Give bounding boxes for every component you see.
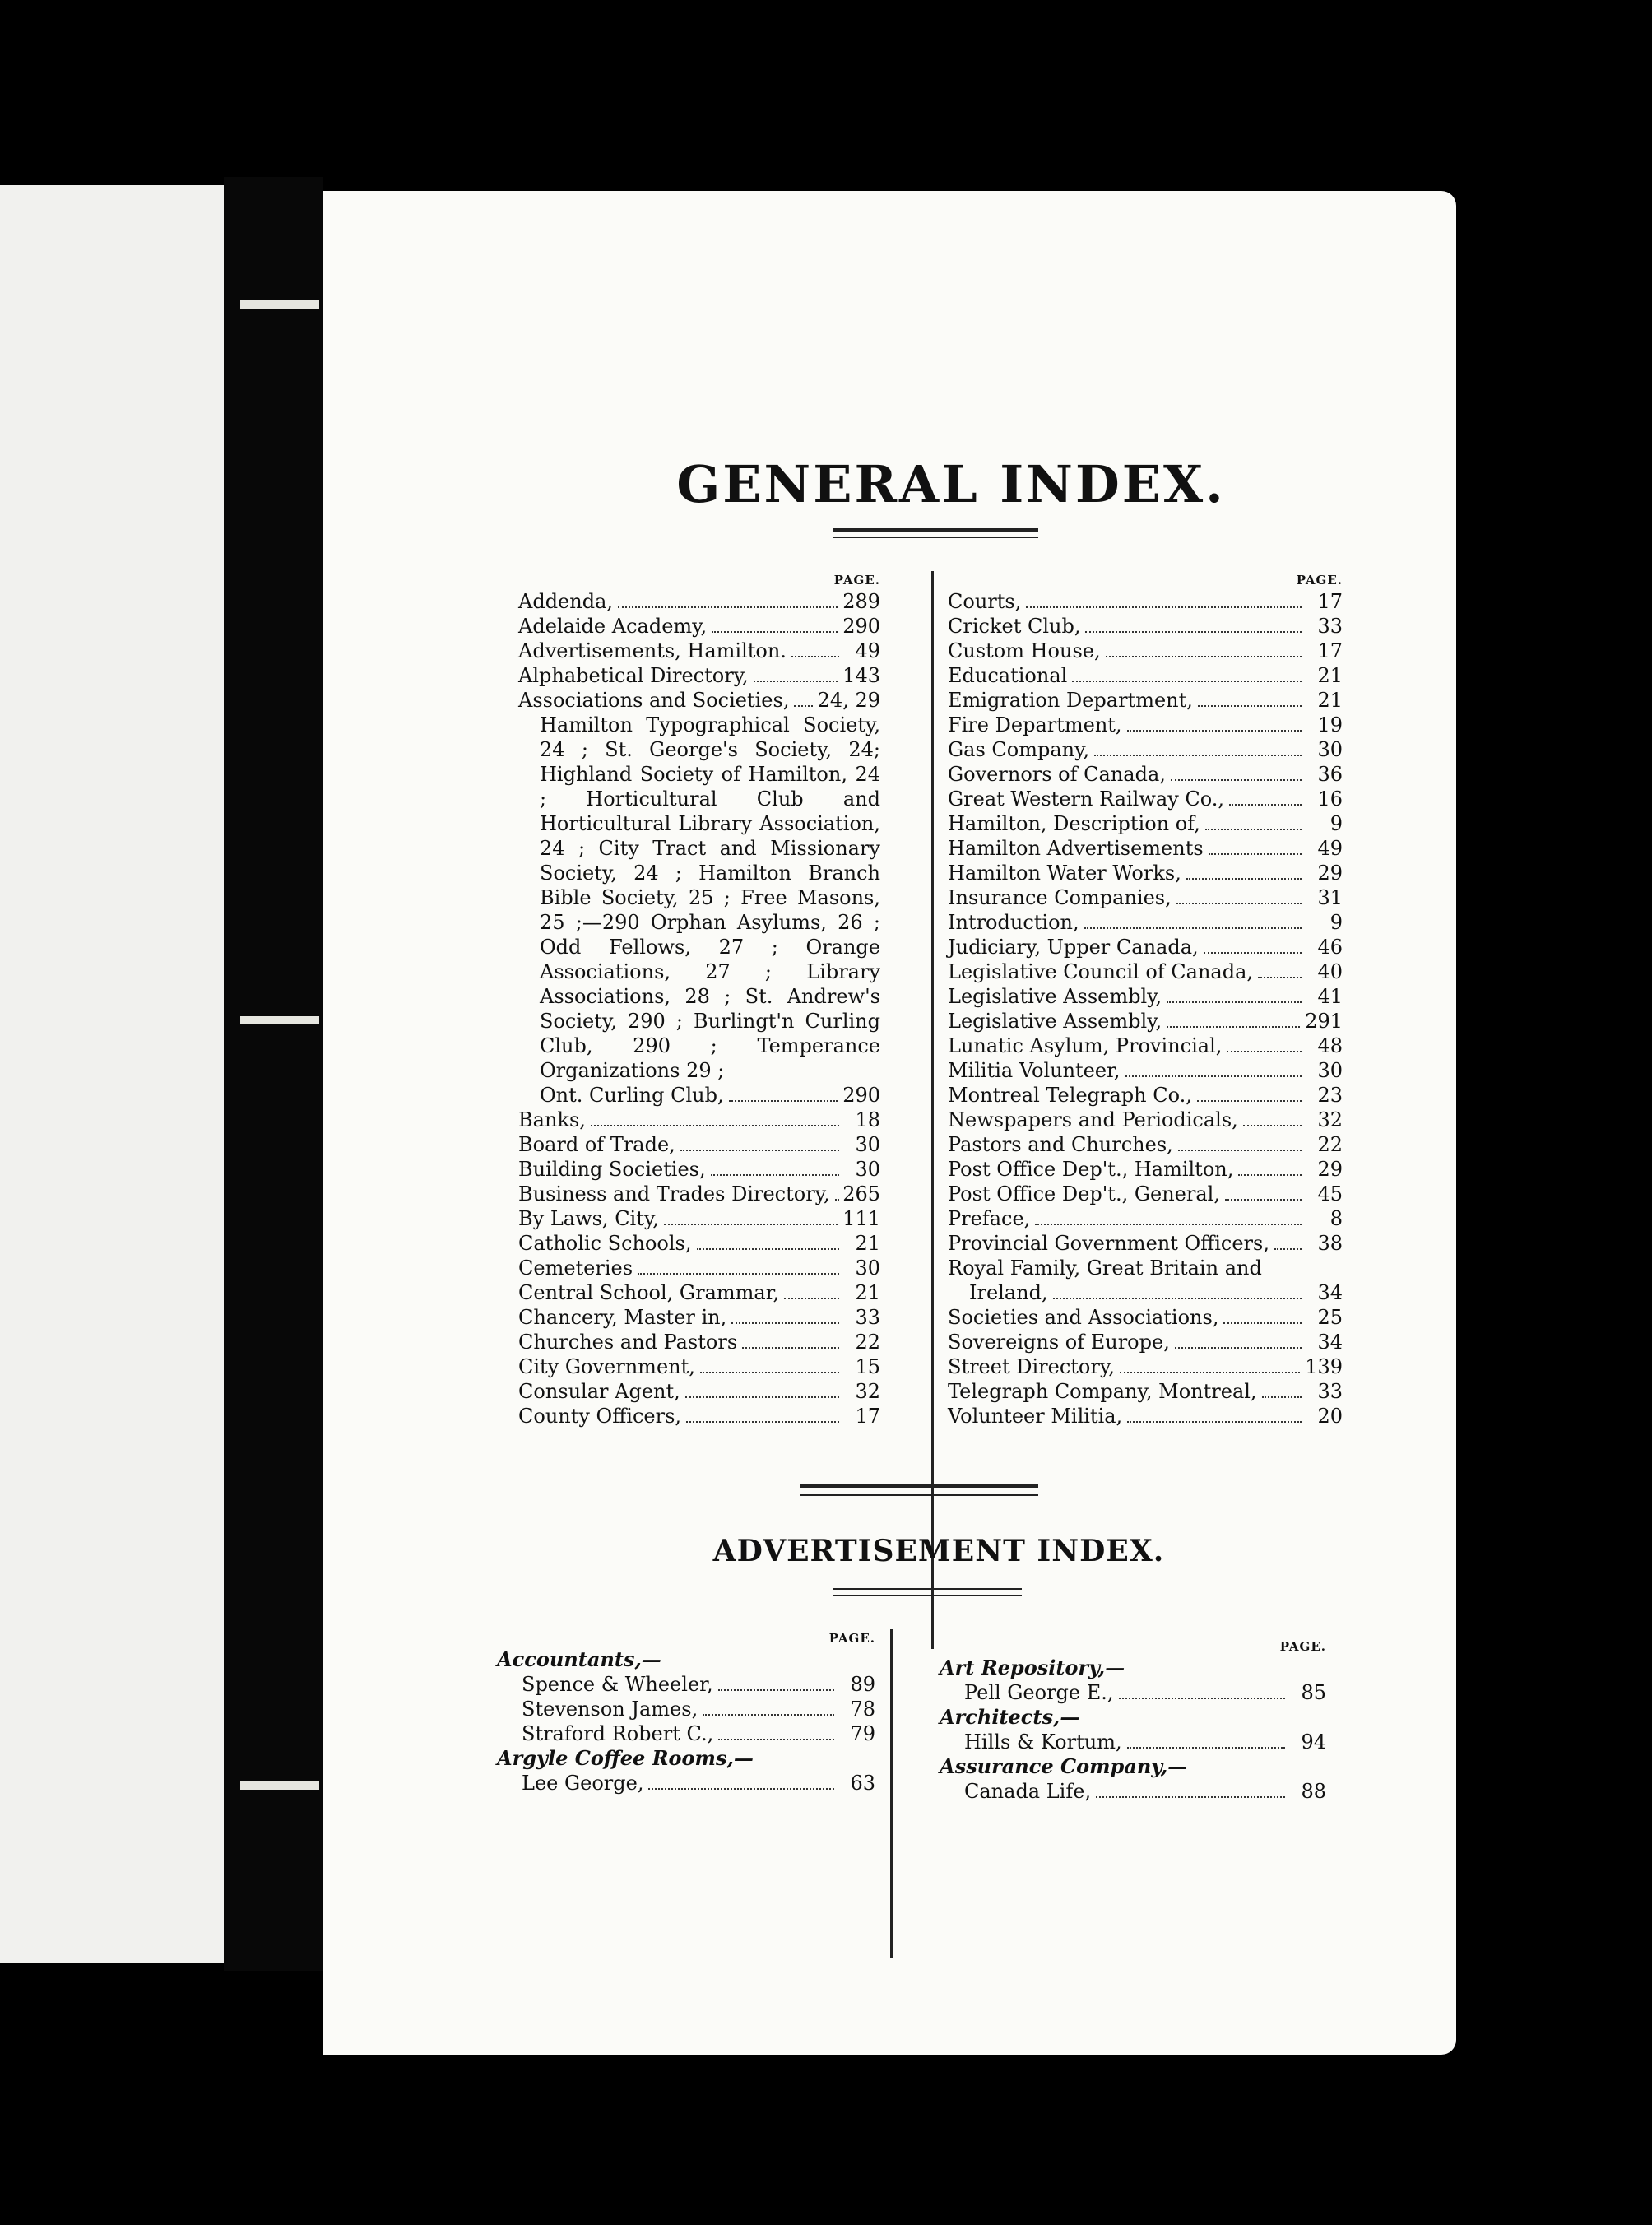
entry-name: Post Office Dep't., Hamilton, (948, 1158, 1234, 1181)
entry-page: 22 (1317, 1133, 1343, 1156)
entry-page: 21 (855, 1232, 880, 1255)
entry-name: Hills & Kortum, (964, 1730, 1122, 1754)
index-entry (948, 1083, 1343, 1108)
leader-dots (1243, 1113, 1302, 1126)
index-entry (518, 614, 880, 639)
entry-name: County Officers, (518, 1405, 682, 1428)
entry-page: 23 (1317, 1084, 1343, 1107)
entry-name: Canada Life, (964, 1780, 1092, 1803)
index-entry (518, 1108, 880, 1132)
facing-page (0, 185, 247, 1963)
leader-dots (712, 620, 838, 633)
leader-dots (1106, 644, 1302, 657)
entry-name: Royal Family, Great Britain and (948, 1256, 1262, 1280)
entry-name: Ireland, (969, 1281, 1048, 1304)
entry-name: Building Societies, (518, 1158, 706, 1181)
leader-dots (742, 1335, 839, 1349)
leader-dots (1176, 891, 1302, 904)
entry-name: Addenda, (518, 590, 614, 613)
index-entry (497, 1721, 875, 1746)
entry-page: 41 (1317, 985, 1343, 1008)
entry-page: 20 (1317, 1405, 1343, 1428)
leader-dots (1167, 990, 1302, 1003)
index-entry (948, 589, 1343, 614)
entry-page: 32 (1317, 1108, 1343, 1131)
index-entry (518, 1231, 880, 1256)
entry-name: Associations and Societies, (518, 689, 790, 712)
entry-name: Board of Trade, (518, 1133, 675, 1156)
leader-dots (664, 1212, 838, 1225)
leader-dots (591, 1113, 839, 1126)
index-entry (518, 663, 880, 688)
entry-page: 45 (1317, 1182, 1343, 1205)
index-entry (948, 787, 1343, 811)
column-divider (890, 1629, 893, 1958)
entry-name: Legislative Assembly, (948, 985, 1162, 1008)
index-entry (948, 1058, 1343, 1083)
entry-name: Catholic Schools, (518, 1232, 692, 1255)
entry-name: Great Western Railway Co., (948, 787, 1225, 811)
entry-name: Banks, (518, 1108, 586, 1131)
index-entry (518, 1305, 880, 1330)
entry-page: 8 (1329, 1207, 1343, 1230)
general-index-title: GENERAL INDEX. (676, 454, 1226, 514)
page-column-header: PAGE. (828, 1631, 875, 1646)
entry-page: 21 (1317, 689, 1343, 712)
entry-name: Straford Robert C., (522, 1722, 714, 1745)
leader-dots (1262, 1385, 1302, 1398)
adv-title-rule (833, 1588, 1022, 1590)
entry-page: 25 (1317, 1306, 1343, 1329)
index-entry (518, 1206, 880, 1231)
entry-page: 19 (1317, 713, 1343, 736)
leader-dots (1026, 595, 1302, 608)
entry-name: Preface, (948, 1207, 1031, 1230)
entry-name: Ont. Curling Club, (540, 1084, 724, 1107)
associations-subentries: Hamilton Typographical Society, 24 ; St. George's Society, 24; Highland Society of Hamilton, 24 ; Horticultural Club and Horticultural Library Association, 24 ; City Tract and Missionary Society, 24 ; Hamilton Branch Bible Society, 25 ; Free Masons, 25 ;—290 Orphan Asylums, 26 ; Odd Fellows, 27 ; Orange Associations, 27 ; Library Associations, 28 ; St. Andrew's Society, 290 ; Burlingt'n Curling Club, 290 ; Temperance Organizations 29 ; (540, 713, 880, 1082)
entry-name: Insurance Companies, (948, 886, 1172, 909)
leader-dots (731, 1311, 839, 1324)
index-entry (948, 1404, 1343, 1428)
leader-dots (1127, 718, 1302, 732)
index-entry (948, 1379, 1343, 1404)
leader-dots (1198, 694, 1302, 707)
entry-page: 46 (1317, 936, 1343, 959)
entry-name: By Laws, City, (518, 1207, 659, 1230)
entry-name: Hamilton Water Works, (948, 862, 1181, 885)
entry-page: 111 (842, 1207, 880, 1230)
index-entry (518, 1404, 880, 1428)
entry-name: Montreal Telegraph Co., (948, 1084, 1192, 1107)
entry-page: 17 (855, 1405, 880, 1428)
index-entry (948, 1206, 1343, 1231)
entry-page: 22 (855, 1331, 880, 1354)
entry-page: 30 (855, 1256, 880, 1280)
entry-name: Business and Trades Directory, (518, 1182, 830, 1205)
index-entry (948, 811, 1343, 836)
index-entry (948, 1231, 1343, 1256)
entry-name: Consular Agent, (518, 1380, 680, 1403)
adv-category: Art Repository,— (940, 1656, 1125, 1679)
leader-dots (784, 1286, 839, 1299)
index-entry (948, 910, 1343, 935)
entry-name: Spence & Wheeler, (522, 1673, 713, 1696)
adv-title-rule (833, 1595, 1022, 1596)
index-entry (948, 713, 1343, 737)
entry-page: 17 (1317, 590, 1343, 613)
title-rule (833, 528, 1038, 532)
entry-page: 40 (1317, 960, 1343, 983)
index-entry (948, 1182, 1343, 1206)
entry-name: Gas Company, (948, 738, 1090, 761)
entry-page: 49 (1317, 837, 1343, 860)
entry-name: Educational (948, 664, 1068, 687)
index-entry (948, 1034, 1343, 1058)
book-spine (224, 177, 323, 1971)
entry-page: 290 (842, 615, 880, 638)
entry-name: Hamilton, Description of, (948, 812, 1200, 835)
leader-dots (680, 1138, 839, 1151)
entry-page: 85 (1301, 1681, 1326, 1704)
index-entry (948, 1354, 1343, 1379)
entry-name: Provincial Government Officers, (948, 1232, 1269, 1255)
leader-dots (835, 1187, 838, 1201)
leader-dots (1175, 1335, 1302, 1349)
entry-page: 30 (855, 1133, 880, 1156)
entry-page: 38 (1317, 1232, 1343, 1255)
entry-name: Judiciary, Upper Canada, (948, 936, 1199, 959)
index-entry (518, 688, 880, 713)
leader-dots (1223, 1311, 1302, 1324)
entry-page: 16 (1317, 787, 1343, 811)
entry-page: 265 (842, 1182, 880, 1205)
entry-page: 36 (1317, 763, 1343, 786)
entry-page: 9 (1329, 812, 1343, 835)
index-entry (518, 589, 880, 614)
entry-page: 139 (1305, 1355, 1343, 1378)
entry-page: 15 (855, 1355, 880, 1378)
entry-page: 32 (855, 1380, 880, 1403)
index-entry (948, 663, 1343, 688)
leader-dots (1178, 1138, 1302, 1151)
entry-page: 17 (1317, 639, 1343, 662)
index-entry (948, 1330, 1343, 1354)
index-entry (518, 1330, 880, 1354)
leader-dots (718, 1678, 834, 1691)
leader-dots (1204, 941, 1302, 954)
index-entry (518, 1354, 880, 1379)
index-entry (518, 1132, 880, 1157)
leader-dots (1096, 1785, 1285, 1798)
spine-stitch (240, 300, 319, 309)
entry-name: Societies and Associations, (948, 1306, 1219, 1329)
entry-page: 48 (1317, 1034, 1343, 1057)
entry-page: 29 (1317, 1158, 1343, 1181)
adv-category: Argyle Coffee Rooms,— (497, 1746, 754, 1770)
entry-name: Churches and Pastors (518, 1331, 738, 1354)
index-entry (948, 1305, 1343, 1330)
leader-dots (1186, 866, 1302, 880)
leader-dots (1035, 1212, 1302, 1225)
leader-dots (711, 1163, 839, 1176)
section-rule (800, 1494, 1038, 1496)
entry-name: Pell George E., (964, 1681, 1114, 1704)
index-entry (948, 1256, 1343, 1280)
index-entry (948, 762, 1343, 787)
entry-name: Sovereigns of Europe, (948, 1331, 1170, 1354)
entry-page: 21 (855, 1281, 880, 1304)
index-entry (518, 1083, 880, 1108)
entry-page: 30 (1317, 1059, 1343, 1082)
entry-name: Advertisements, Hamilton. (518, 639, 787, 662)
entry-page: 88 (1301, 1780, 1326, 1803)
index-entry (497, 1697, 875, 1721)
leader-dots (1209, 842, 1302, 855)
adv-index-left-column (497, 1629, 875, 1795)
entry-name: Governors of Canada, (948, 763, 1166, 786)
page-column-header: PAGE. (833, 573, 880, 588)
index-entry (948, 1108, 1343, 1132)
page-column-header: PAGE. (1296, 573, 1343, 588)
entry-name: Volunteer Militia, (948, 1405, 1123, 1428)
spine-stitch (240, 1016, 319, 1024)
entry-name: Courts, (948, 590, 1022, 613)
entry-name: Post Office Dep't., General, (948, 1182, 1220, 1205)
index-entry (518, 1280, 880, 1305)
leader-dots (754, 669, 838, 682)
leader-dots (686, 1410, 839, 1423)
entry-page: 29 (1317, 862, 1343, 885)
index-entry (497, 1771, 875, 1795)
adv-category: Architects,— (940, 1705, 1080, 1729)
entry-page: 289 (842, 590, 880, 613)
entry-page: 31 (1317, 886, 1343, 909)
entry-page: 34 (1317, 1331, 1343, 1354)
leader-dots (1238, 1163, 1302, 1176)
entry-name: Newspapers and Periodicals, (948, 1108, 1238, 1131)
index-entry (948, 836, 1343, 861)
leader-dots (1053, 1286, 1302, 1299)
index-entry (518, 1157, 880, 1182)
entry-page: 34 (1317, 1281, 1343, 1304)
entry-name: Street Directory, (948, 1355, 1115, 1378)
entry-page: 291 (1305, 1010, 1343, 1033)
entry-page: 33 (1317, 615, 1343, 638)
index-entry (940, 1680, 1326, 1705)
index-entry (948, 1009, 1343, 1034)
leader-dots (1119, 1686, 1285, 1699)
general-index-left-column (518, 571, 880, 1428)
leader-dots (1072, 669, 1302, 682)
index-entry (518, 639, 880, 663)
entry-page: 30 (855, 1158, 880, 1181)
entry-page: 78 (850, 1698, 875, 1721)
index-entry (940, 1730, 1326, 1754)
entry-page: 24, 29 (817, 689, 880, 712)
entry-page: 63 (850, 1772, 875, 1795)
spine-stitch (240, 1781, 319, 1790)
leader-dots (1225, 1187, 1302, 1201)
entry-name: Custom House, (948, 639, 1101, 662)
leader-dots (685, 1385, 839, 1398)
leader-dots (1127, 1410, 1302, 1423)
leader-dots (618, 595, 838, 608)
leader-dots (700, 1360, 839, 1373)
leader-dots (1167, 1015, 1300, 1028)
leader-dots (1205, 817, 1302, 830)
leader-dots (697, 1237, 839, 1250)
general-index-right-column (948, 571, 1343, 1428)
index-entry (518, 1379, 880, 1404)
leader-dots (1127, 1735, 1285, 1749)
leader-dots (718, 1727, 834, 1740)
leader-dots (648, 1777, 834, 1790)
entry-page: 18 (855, 1108, 880, 1131)
entry-page: 30 (1317, 738, 1343, 761)
leader-dots (703, 1702, 834, 1716)
index-entry (948, 885, 1343, 910)
index-entry (948, 959, 1343, 984)
entry-name: Lee George, (522, 1772, 644, 1795)
leader-dots (1171, 768, 1302, 781)
entry-name: Legislative Assembly, (948, 1010, 1162, 1033)
entry-name: Pastors and Churches, (948, 1133, 1173, 1156)
adv-index-right-column (940, 1637, 1326, 1804)
entry-name: Central School, Grammar, (518, 1281, 780, 1304)
index-entry (948, 614, 1343, 639)
entry-name: Legislative Council of Canada, (948, 960, 1254, 983)
leader-dots (1197, 1089, 1302, 1102)
entry-page: 9 (1329, 911, 1343, 934)
entry-page: 21 (1317, 664, 1343, 687)
leader-dots (1258, 965, 1302, 978)
index-entry (497, 1672, 875, 1697)
entry-name: Hamilton Advertisements (948, 837, 1204, 860)
index-entry (948, 1132, 1343, 1157)
entry-name: Chancery, Master in, (518, 1306, 727, 1329)
entry-name: Militia Volunteer, (948, 1059, 1121, 1082)
entry-name: Lunatic Asylum, Provincial, (948, 1034, 1223, 1057)
entry-name: City Government, (518, 1355, 695, 1378)
leader-dots (1085, 620, 1302, 633)
entry-name: Alphabetical Directory, (518, 664, 749, 687)
entry-name: Telegraph Company, Montreal, (948, 1380, 1257, 1403)
entry-name: Stevenson James, (522, 1698, 698, 1721)
entry-page: 33 (1317, 1380, 1343, 1403)
entry-name: Adelaide Academy, (518, 615, 708, 638)
leader-dots (791, 644, 839, 657)
leader-dots (729, 1089, 838, 1102)
entry-page: 89 (850, 1673, 875, 1696)
entry-name: Cricket Club, (948, 615, 1081, 638)
entry-page: 143 (842, 664, 880, 687)
entry-page: 94 (1301, 1730, 1326, 1754)
index-entry (948, 639, 1343, 663)
entry-name: Emigration Department, (948, 689, 1193, 712)
entry-name: Fire Department, (948, 713, 1122, 736)
leader-dots (1274, 1237, 1302, 1250)
adv-category: Accountants,— (497, 1647, 661, 1671)
entry-name: Cemeteries (518, 1256, 633, 1280)
index-entry (518, 1256, 880, 1280)
index-entry (948, 737, 1343, 762)
leader-dots (638, 1261, 839, 1275)
entry-page: 79 (850, 1722, 875, 1745)
index-entry (948, 1157, 1343, 1182)
index-page (323, 191, 1456, 2055)
leader-dots (1084, 916, 1302, 929)
entry-name: Introduction, (948, 911, 1079, 934)
index-entry (948, 861, 1343, 885)
adv-category: Assurance Company,— (940, 1754, 1188, 1778)
entry-page: 290 (842, 1084, 880, 1107)
index-entry (948, 984, 1343, 1009)
index-entry (940, 1779, 1326, 1804)
leader-dots (1120, 1360, 1300, 1373)
section-rule (800, 1484, 1038, 1488)
index-entry (948, 935, 1343, 959)
index-entry (518, 1182, 880, 1206)
leader-dots (1229, 792, 1302, 806)
advertisement-index-title: ADVERTISEMENT INDEX. (712, 1534, 1165, 1568)
page-column-header: PAGE. (1279, 1639, 1326, 1654)
leader-dots (1094, 743, 1302, 756)
index-entry (948, 688, 1343, 713)
leader-dots (1125, 1064, 1302, 1077)
leader-dots (1227, 1039, 1302, 1052)
entry-page: 33 (855, 1306, 880, 1329)
title-rule (833, 537, 1038, 538)
leader-dots (794, 694, 812, 707)
entry-page: 49 (855, 639, 880, 662)
index-entry (948, 1280, 1343, 1305)
